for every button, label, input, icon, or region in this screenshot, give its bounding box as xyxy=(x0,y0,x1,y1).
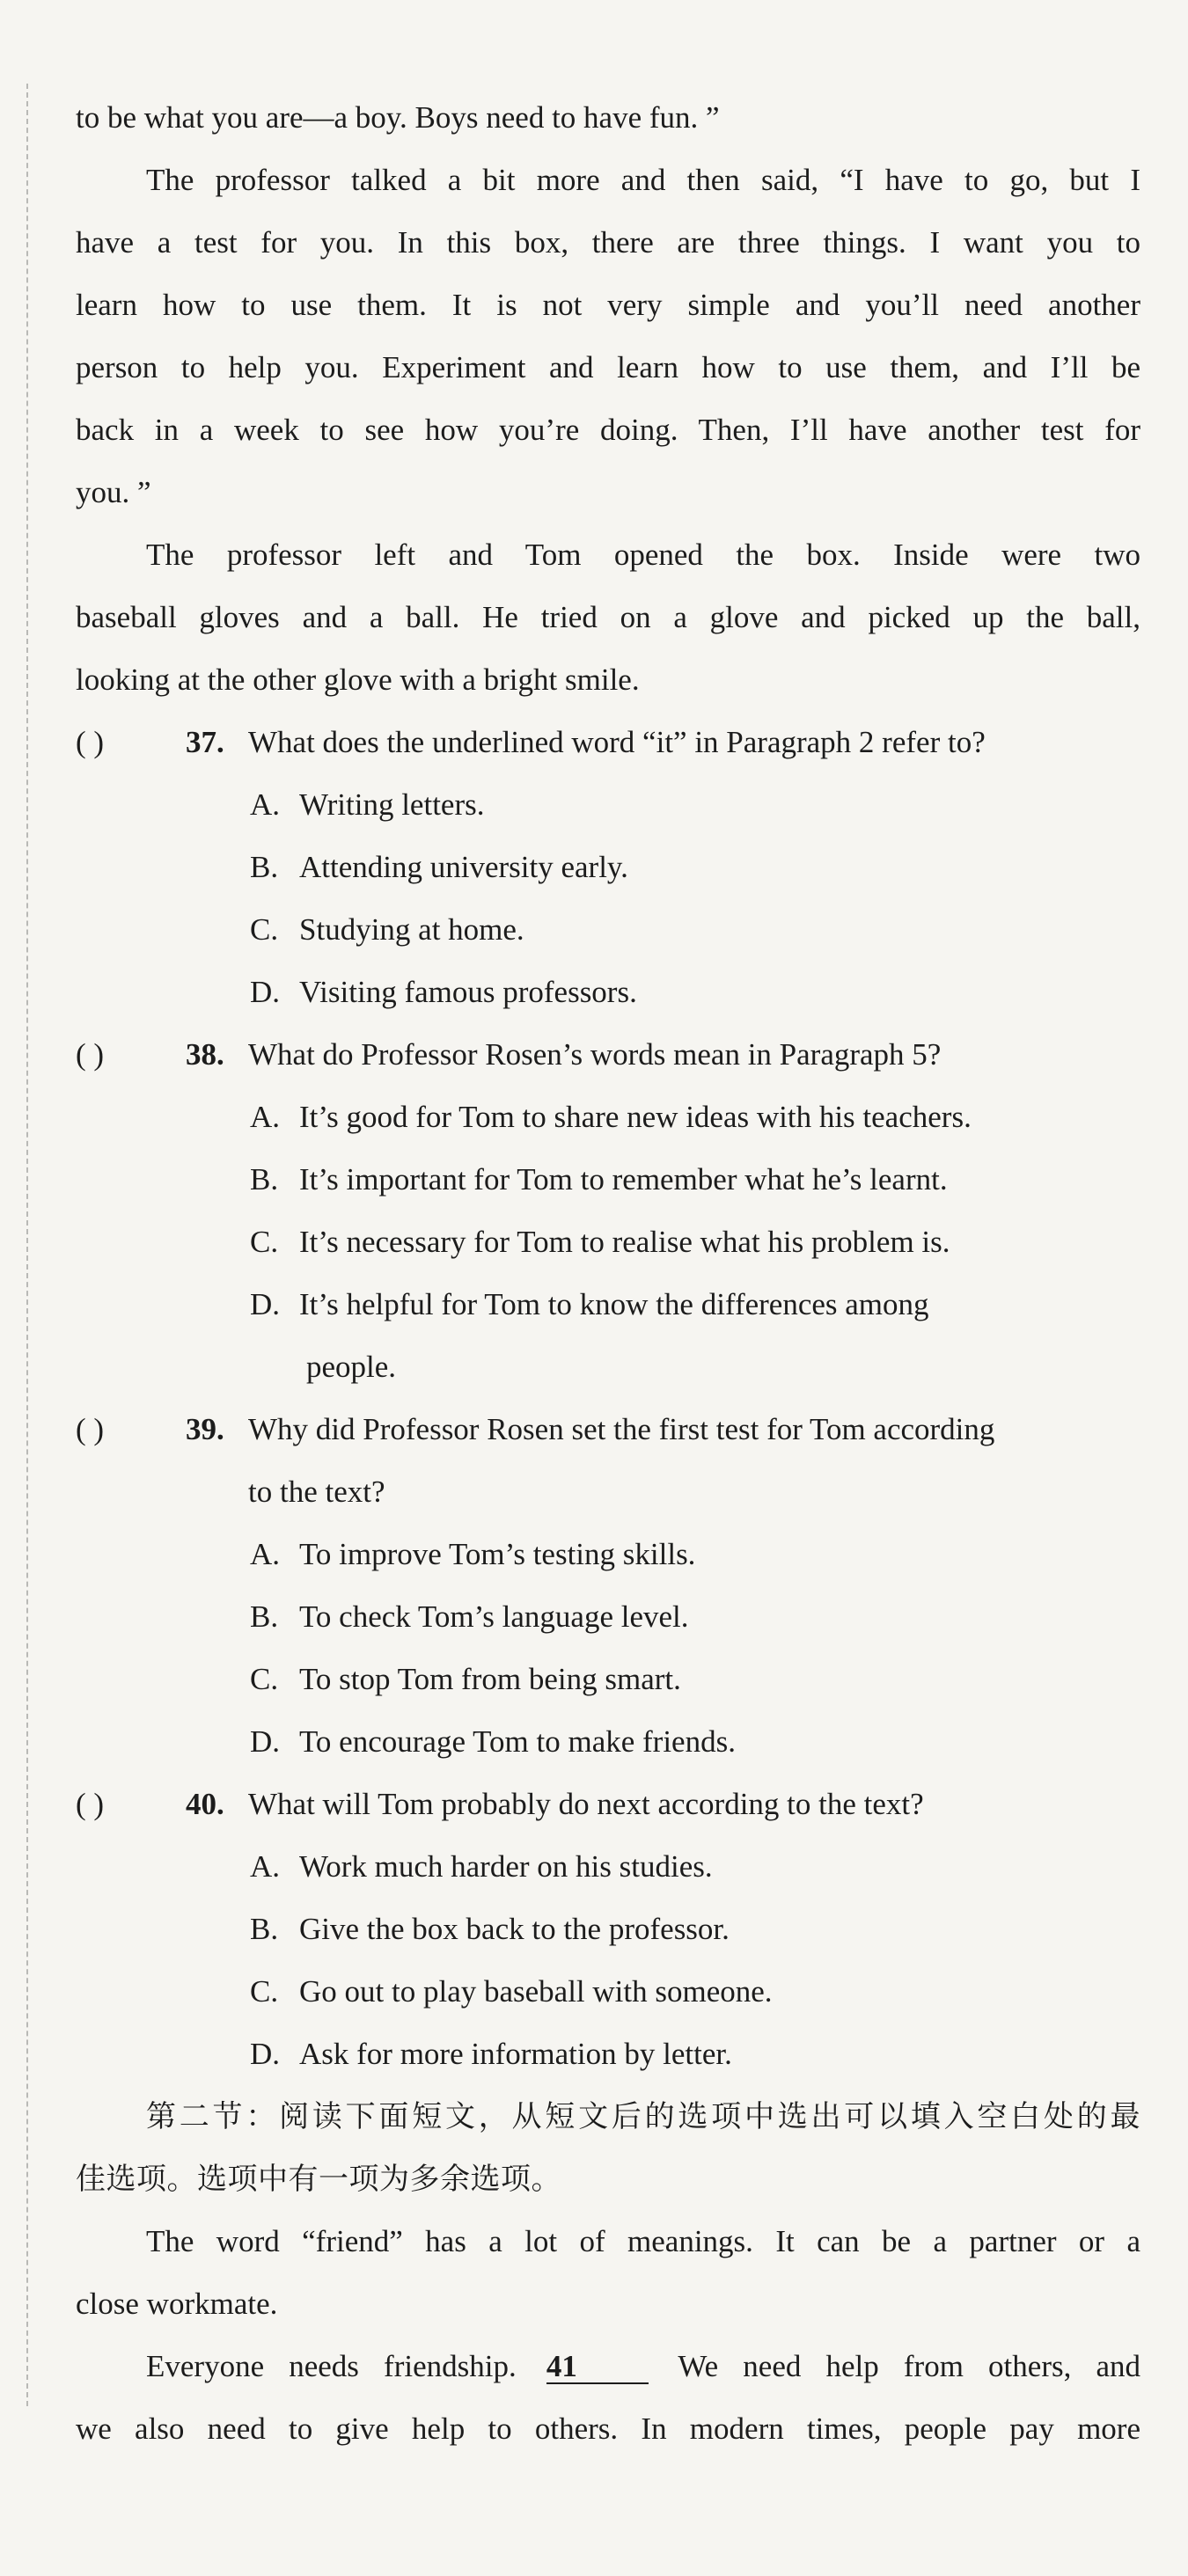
option-text: It’s necessary for Tom to realise what his problem is. xyxy=(299,1225,950,1259)
question-text: What will Tom probably do next according to the text? xyxy=(248,1787,924,1821)
fill-in-blank[interactable]: 41 xyxy=(546,2351,649,2384)
option-text: To improve Tom’s testing skills. xyxy=(299,1537,696,1571)
option-c xyxy=(250,1972,1140,2011)
option-c xyxy=(250,911,1140,949)
question-text: What does the underlined word “it” in Paragraph 2 refer to? xyxy=(248,725,986,759)
option-text: Give the box back to the professor. xyxy=(299,1912,730,1946)
passage-line: close workmate. xyxy=(76,2287,278,2321)
passage-line: The word “friend” has a lot of meanings. It can be a partner or a xyxy=(146,2224,1140,2258)
option-a xyxy=(250,1098,1140,1137)
answer-blank[interactable]: ( ) xyxy=(76,1412,105,1446)
binding-margin-line xyxy=(26,84,28,2406)
option-letter: B. xyxy=(250,1599,279,1634)
option-text: To check Tom’s language level. xyxy=(299,1599,689,1634)
option-text: It’s helpful for Tom to know the differences among xyxy=(299,1287,929,1321)
option-letter: A. xyxy=(250,1537,281,1571)
question-number: 37. xyxy=(186,725,224,759)
option-letter: D. xyxy=(250,2037,281,2071)
option-c xyxy=(250,1223,1140,1262)
option-text: Attending university early. xyxy=(299,850,628,884)
passage-line: The professor talked a bit more and then said, “I have to go, but I xyxy=(146,163,1140,197)
passage-line: baseball gloves and a ball. He tried on a glove and picked up the ball, xyxy=(76,600,1140,634)
option-b xyxy=(250,1910,1140,1949)
passage-line: The professor left and Tom opened the box. Inside were two xyxy=(146,538,1140,572)
passage-line: back in a week to see how you’re doing. Then, I’ll have another test for xyxy=(76,413,1140,447)
option-letter: B. xyxy=(250,850,279,884)
answer-blank[interactable]: ( ) xyxy=(76,1787,105,1821)
option-text: To encourage Tom to make friends. xyxy=(299,1724,736,1759)
option-text: Studying at home. xyxy=(299,912,524,947)
passage-line: person to help you. Experiment and learn how to use them, and I’ll be xyxy=(76,350,1140,384)
passage-line: have a test for you. In this box, there are three things. I want you to xyxy=(76,225,1140,260)
option-letter: B. xyxy=(250,1162,279,1197)
option-text: Visiting famous professors. xyxy=(299,975,637,1009)
question-number: 40. xyxy=(186,1787,224,1821)
option-text: It’s good for Tom to share new ideas with his teachers. xyxy=(299,1100,972,1134)
option-a xyxy=(250,786,1140,824)
option-text: Go out to play baseball with someone. xyxy=(299,1974,773,2009)
option-c xyxy=(250,1660,1140,1699)
option-letter: C. xyxy=(250,1662,279,1696)
option-b xyxy=(250,1598,1140,1636)
option-letter: A. xyxy=(250,787,281,822)
option-letter: C. xyxy=(250,1225,279,1259)
passage-text: Everyone needs friendship. xyxy=(146,2349,517,2383)
option-letter: A. xyxy=(250,1849,281,1884)
question-text: Why did Professor Rosen set the first test for Tom according xyxy=(248,1412,995,1446)
question-number: 39. xyxy=(186,1412,224,1446)
option-text: Writing letters. xyxy=(299,787,485,822)
option-a xyxy=(250,1535,1140,1574)
passage-line-with-blank xyxy=(146,2347,1140,2386)
question-text-continued: to the text? xyxy=(248,1475,385,1509)
section-instruction: 佳选项。选项中有一项为多余选项。 xyxy=(76,2162,561,2197)
option-text-continued: people. xyxy=(306,1350,397,1384)
passage-text: We need help from others, and xyxy=(678,2349,1141,2383)
option-letter: D. xyxy=(250,975,281,1009)
option-d xyxy=(250,2035,1140,2074)
option-text: Work much harder on his studies. xyxy=(299,1849,713,1884)
option-letter: D. xyxy=(250,1287,281,1321)
option-text: Ask for more information by letter. xyxy=(299,2037,732,2071)
option-letter: C. xyxy=(250,1974,279,2009)
passage-line: looking at the other glove with a bright smile. xyxy=(76,662,640,697)
passage-line: you. ” xyxy=(76,475,151,509)
option-letter: A. xyxy=(250,1100,281,1134)
option-b xyxy=(250,1160,1140,1199)
passage-line: we also need to give help to others. In modern times, people pay more xyxy=(76,2411,1140,2446)
option-letter: C. xyxy=(250,912,279,947)
option-d xyxy=(250,973,1140,1012)
section-instruction: 第二节：阅读下面短文，从短文后的选项中选出可以填入空白处的最 xyxy=(146,2099,1140,2134)
question-text: What do Professor Rosen’s words mean in Paragraph 5? xyxy=(248,1037,942,1072)
answer-blank[interactable]: ( ) xyxy=(76,725,105,759)
option-d xyxy=(250,1723,1140,1761)
option-a xyxy=(250,1848,1140,1886)
option-text: It’s important for Tom to remember what he’s learnt. xyxy=(299,1162,948,1197)
passage-line: learn how to use them. It is not very simple and you’ll need another xyxy=(76,288,1140,322)
option-letter: D. xyxy=(250,1724,281,1759)
question-number: 38. xyxy=(186,1037,224,1072)
passage-line: to be what you are—a boy. Boys need to have fun. ” xyxy=(76,100,720,135)
option-b xyxy=(250,848,1140,887)
answer-blank[interactable]: ( ) xyxy=(76,1037,105,1072)
option-text: To stop Tom from being smart. xyxy=(299,1662,681,1696)
option-letter: B. xyxy=(250,1912,279,1946)
option-d xyxy=(250,1285,1140,1324)
